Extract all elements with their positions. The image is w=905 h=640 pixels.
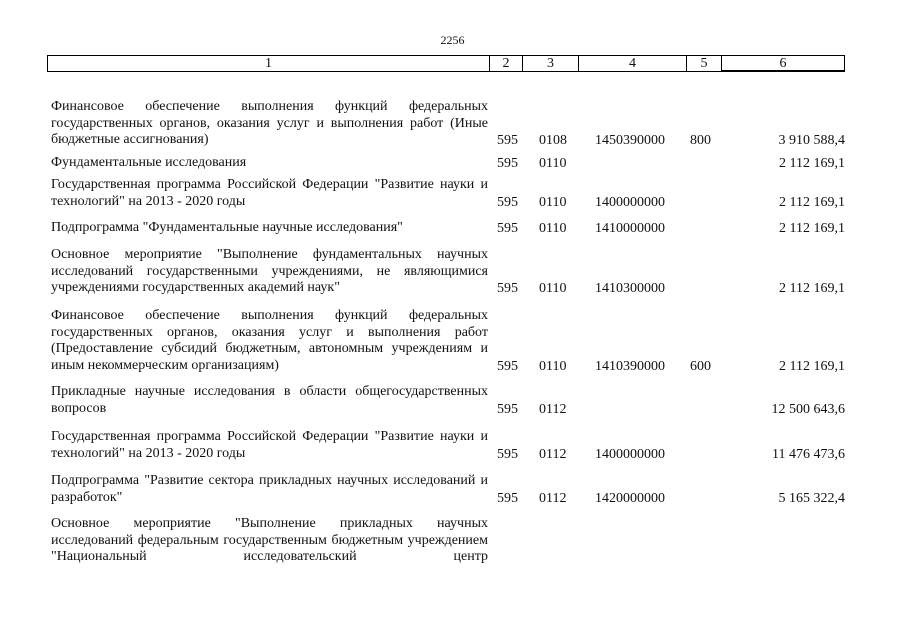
cell-target-code: 1400000000: [595, 194, 665, 210]
cell-amount: 12 500 643,6: [771, 401, 845, 417]
cell-amount: 3 910 588,4: [778, 132, 845, 148]
table-row: [0, 220, 905, 237]
cell-section-code: 0110: [539, 220, 567, 236]
cell-section-code: 0110: [539, 280, 567, 296]
cell-expense-type: 800: [690, 132, 711, 148]
row-description: Фундаментальные исследования: [51, 155, 247, 170]
header-col-6: 6: [722, 56, 844, 71]
row-description: Основное мероприятие "Выполнение прикладных научных исследований федеральным государственным бюджетным учреждением "Национальный исследовательский центр: [51, 516, 488, 564]
header-col-1: 1: [48, 56, 490, 71]
header-col-4: 4: [579, 56, 687, 71]
cell-ministry-code: 595: [497, 280, 518, 296]
cell-target-code: 1450390000: [595, 132, 665, 148]
cell-section-code: 0110: [539, 155, 567, 171]
cell-target-code: 1400000000: [595, 446, 665, 462]
table-row: [0, 247, 905, 297]
row-description: Подпрограмма "Развитие сектора прикладных научных исследований и разработок": [51, 473, 488, 505]
table-row: [0, 177, 905, 211]
cell-ministry-code: 595: [497, 220, 518, 236]
cell-expense-type: 600: [690, 358, 711, 374]
cell-ministry-code: 595: [497, 490, 518, 506]
table-row: [0, 308, 905, 375]
cell-amount: 5 165 322,4: [778, 490, 845, 506]
row-description: Подпрограмма "Фундаментальные научные исследования": [51, 220, 403, 235]
row-description: Государственная программа Российской Федерации "Развитие науки и технологий" на 2013 - 2020 годы: [51, 429, 488, 461]
cell-ministry-code: 595: [497, 358, 518, 374]
page-number: 2256: [440, 33, 465, 47]
cell-section-code: 0112: [539, 490, 567, 506]
cell-amount: 2 112 169,1: [779, 358, 845, 374]
row-description: Основное мероприятие "Выполнение фундаментальных научных исследований государственными учреждениями, не являющимися учреждениями государственных академий наук": [51, 247, 488, 295]
row-description: Финансовое обеспечение выполнения функций федеральных государственных органов, оказания услуг и выполнения работ (Предоставление субсидий бюджетным, автономным учреждениям и иным некоммерческим организациям): [51, 308, 488, 373]
cell-ministry-code: 595: [497, 155, 518, 171]
cell-ministry-code: 595: [497, 446, 518, 462]
cell-amount: 2 112 169,1: [779, 220, 845, 236]
cell-target-code: 1420000000: [595, 490, 665, 506]
cell-section-code: 0108: [539, 132, 567, 148]
header-col-2: 2: [490, 56, 523, 71]
cell-ministry-code: 595: [497, 401, 518, 417]
cell-amount: 2 112 169,1: [779, 280, 845, 296]
cell-ministry-code: 595: [497, 132, 518, 148]
row-description: Финансовое обеспечение выполнения функций федеральных государственных органов, оказания услуг и выполнения работ (Иные бюджетные ассигнования): [51, 99, 488, 147]
table-row: [0, 99, 905, 149]
cell-section-code: 0110: [539, 194, 567, 210]
cell-section-code: 0112: [539, 446, 567, 462]
table-row: [0, 429, 905, 463]
header-col-3: 3: [523, 56, 579, 71]
row-description: Прикладные научные исследования в области общегосударственных вопросов: [51, 384, 488, 416]
table-row: [0, 155, 905, 172]
table-row: [0, 473, 905, 507]
table-row: [0, 384, 905, 418]
cell-amount: 2 112 169,1: [779, 155, 845, 171]
table-row: [0, 516, 905, 566]
cell-amount: 2 112 169,1: [779, 194, 845, 210]
cell-target-code: 1410390000: [595, 358, 665, 374]
row-description: Государственная программа Российской Федерации "Развитие науки и технологий" на 2013 - 2020 годы: [51, 177, 488, 209]
header-col-5: 5: [687, 56, 722, 71]
cell-amount: 11 476 473,6: [772, 446, 845, 462]
cell-ministry-code: 595: [497, 194, 518, 210]
cell-section-code: 0112: [539, 401, 567, 417]
cell-section-code: 0110: [539, 358, 567, 374]
cell-target-code: 1410000000: [595, 220, 665, 236]
cell-target-code: 1410300000: [595, 280, 665, 296]
